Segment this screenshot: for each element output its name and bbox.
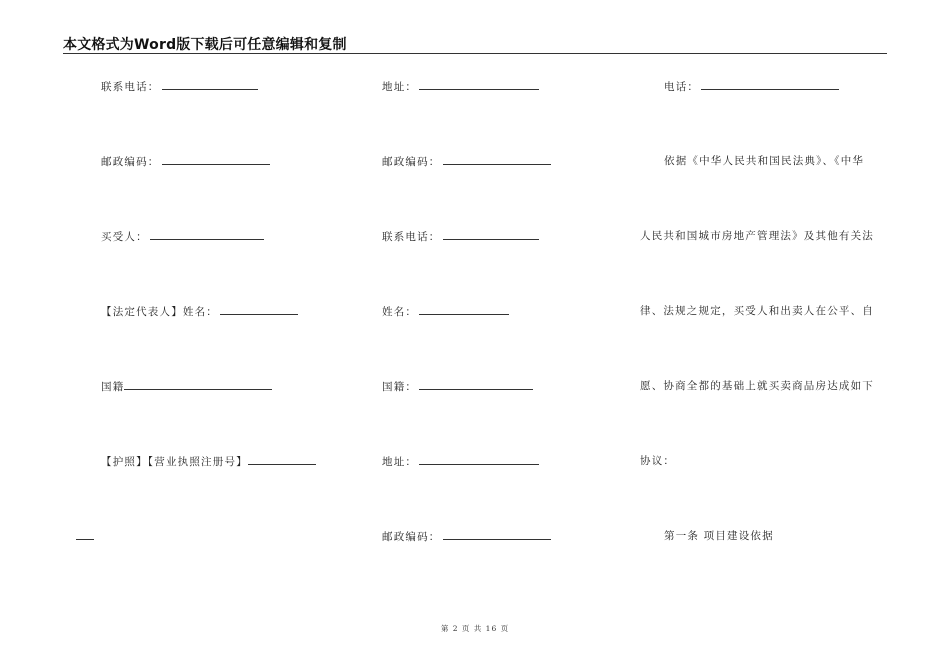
postcode-blank-2[interactable] xyxy=(443,154,551,165)
buyer-id-continuation xyxy=(76,529,94,544)
nationality-label-2: 国籍： xyxy=(382,381,418,393)
name-label: 姓名： xyxy=(382,306,418,318)
buyer-nationality-blank[interactable] xyxy=(124,379,272,390)
address-blank-1[interactable] xyxy=(419,79,539,90)
buyer-line xyxy=(101,229,264,244)
phone-blank-3[interactable] xyxy=(701,79,839,90)
seller-postcode-label: 邮政编码： xyxy=(101,156,160,168)
paragraph-line-2: 人民共和国城市房地产管理法》及其他有关法 xyxy=(640,230,874,242)
address-line-1 xyxy=(382,79,539,94)
buyer-nationality-label: 国籍 xyxy=(101,381,125,393)
address-label-1: 地址： xyxy=(382,81,418,93)
paragraph-line-5: 协议： xyxy=(640,455,676,467)
address-blank-2[interactable] xyxy=(419,454,539,465)
paragraph-line-4: 愿、协商全都的基础上就买卖商品房达成如下 xyxy=(640,380,874,392)
seller-phone-label: 联系电话： xyxy=(101,81,160,93)
address-label-2: 地址： xyxy=(382,456,418,468)
postcode-blank-3[interactable] xyxy=(443,529,551,540)
article-one-heading: 第一条 项目建设依据 xyxy=(664,530,774,542)
paragraph-line-1: 依据《中华人民共和国民法典》、《中华 xyxy=(664,155,865,167)
document-header xyxy=(63,33,887,54)
header-title: 本文格式为Word版下载后可任意编辑和复制 xyxy=(63,37,347,53)
postcode-line-3 xyxy=(382,529,551,544)
buyer-id-blank-continued[interactable] xyxy=(76,529,94,540)
nationality-line-2 xyxy=(382,379,533,394)
phone-label-3: 电话： xyxy=(664,81,700,93)
name-blank[interactable] xyxy=(419,304,509,315)
seller-phone-blank[interactable] xyxy=(162,79,258,90)
buyer-id-blank[interactable] xyxy=(248,454,316,465)
postcode-label-2: 邮政编码： xyxy=(382,156,441,168)
nationality-blank-2[interactable] xyxy=(419,379,533,390)
paragraph-line-3: 律、法规之规定，买受人和出卖人在公平、自 xyxy=(640,305,874,317)
buyer-label: 买受人： xyxy=(101,231,148,243)
buyer-id-line xyxy=(101,454,316,469)
phone-line-3 xyxy=(664,79,839,94)
name-line xyxy=(382,304,509,319)
buyer-blank[interactable] xyxy=(150,229,264,240)
seller-phone-line xyxy=(101,79,258,94)
buyer-id-label: 【护照】【营业执照注册号】 xyxy=(101,456,248,468)
postcode-line-2 xyxy=(382,154,551,169)
seller-postcode-blank[interactable] xyxy=(162,154,270,165)
address-line-2 xyxy=(382,454,539,469)
buyer-rep-blank[interactable] xyxy=(220,304,298,315)
buyer-phone-blank[interactable] xyxy=(443,229,539,240)
postcode-label-3: 邮政编码： xyxy=(382,531,441,543)
buyer-rep-label: 【法定代表人】姓名： xyxy=(101,306,218,318)
buyer-phone-line xyxy=(382,229,539,244)
page-number: 第 2 页 共 16 页 xyxy=(440,624,510,633)
seller-postcode-line xyxy=(101,154,270,169)
buyer-rep-line xyxy=(101,304,298,319)
buyer-phone-label: 联系电话： xyxy=(382,231,441,243)
buyer-nationality-line xyxy=(101,379,272,394)
